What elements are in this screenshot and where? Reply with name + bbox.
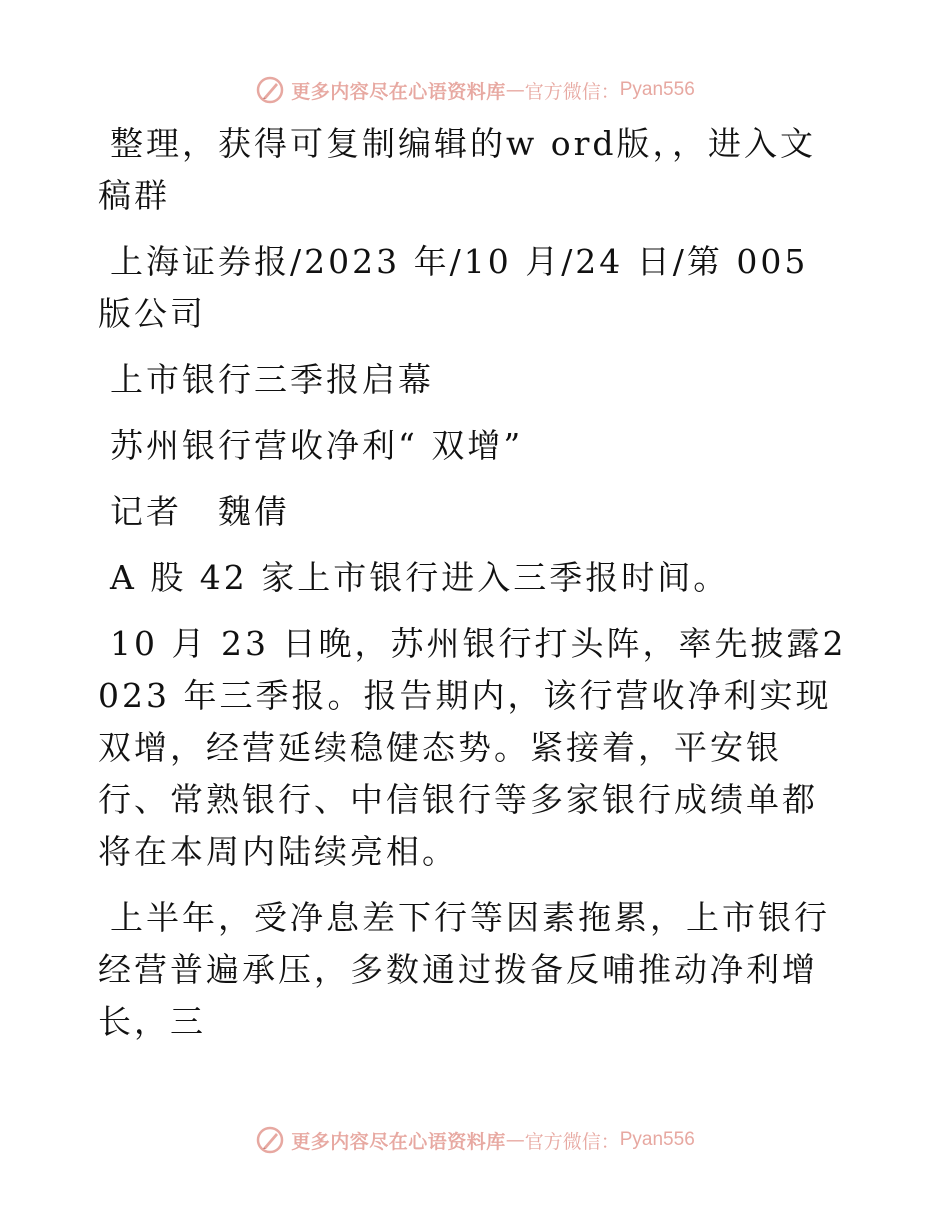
header-watermark — [0, 70, 950, 110]
document-body — [98, 118, 850, 1062]
quill-pen-circle-icon — [255, 1125, 285, 1155]
paragraph-intro-note: 整理，获得可复制编辑的w ord版，，进入文稿群 — [98, 124, 817, 215]
watermark-separator: — — [505, 1129, 525, 1151]
watermark-wechat-label: 官方微信： — [524, 1130, 620, 1153]
paragraph-subheadline: 苏州银行营收净利“ 双增” — [110, 426, 524, 465]
paragraph-source-line: 上海证券报/2023 年/10 月/24 日/第 005 版公司 — [98, 242, 809, 333]
watermark-separator: — — [505, 79, 525, 101]
paragraph-headline: 上市银行三季报启幕 — [110, 360, 434, 399]
watermark-site-text: 更多内容尽在心语资料库 — [291, 80, 506, 103]
watermark-site-text: 更多内容尽在心语资料库 — [291, 1130, 506, 1153]
paragraph-byline: 记者 魏倩 — [110, 492, 290, 531]
paragraph-body-1: 10 月 23 日晚，苏州银行打头阵，率先披露2023 年三季报。报告期内，该行营收净利实现双增，经营延续稳健态势。紧接着，平安银行、常熟银行、中信银行等多家银行成绩单都将在本周内陆续亮相。 — [98, 624, 847, 871]
footer-watermark — [0, 1120, 950, 1160]
paragraph-body-2: 上半年，受净息差下行等因素拖累，上市银行经营普遍承压，多数通过拨备反哺推动净利增长，三 — [98, 898, 830, 1041]
paragraph-lead: A 股 42 家上市银行进入三季报时间。 — [110, 558, 730, 597]
watermark-wechat-id: Pyan556 — [619, 1129, 695, 1150]
watermark-wechat-id: Pyan556 — [619, 79, 695, 100]
watermark-wechat-label: 官方微信： — [524, 80, 620, 103]
quill-pen-circle-icon — [255, 75, 285, 105]
